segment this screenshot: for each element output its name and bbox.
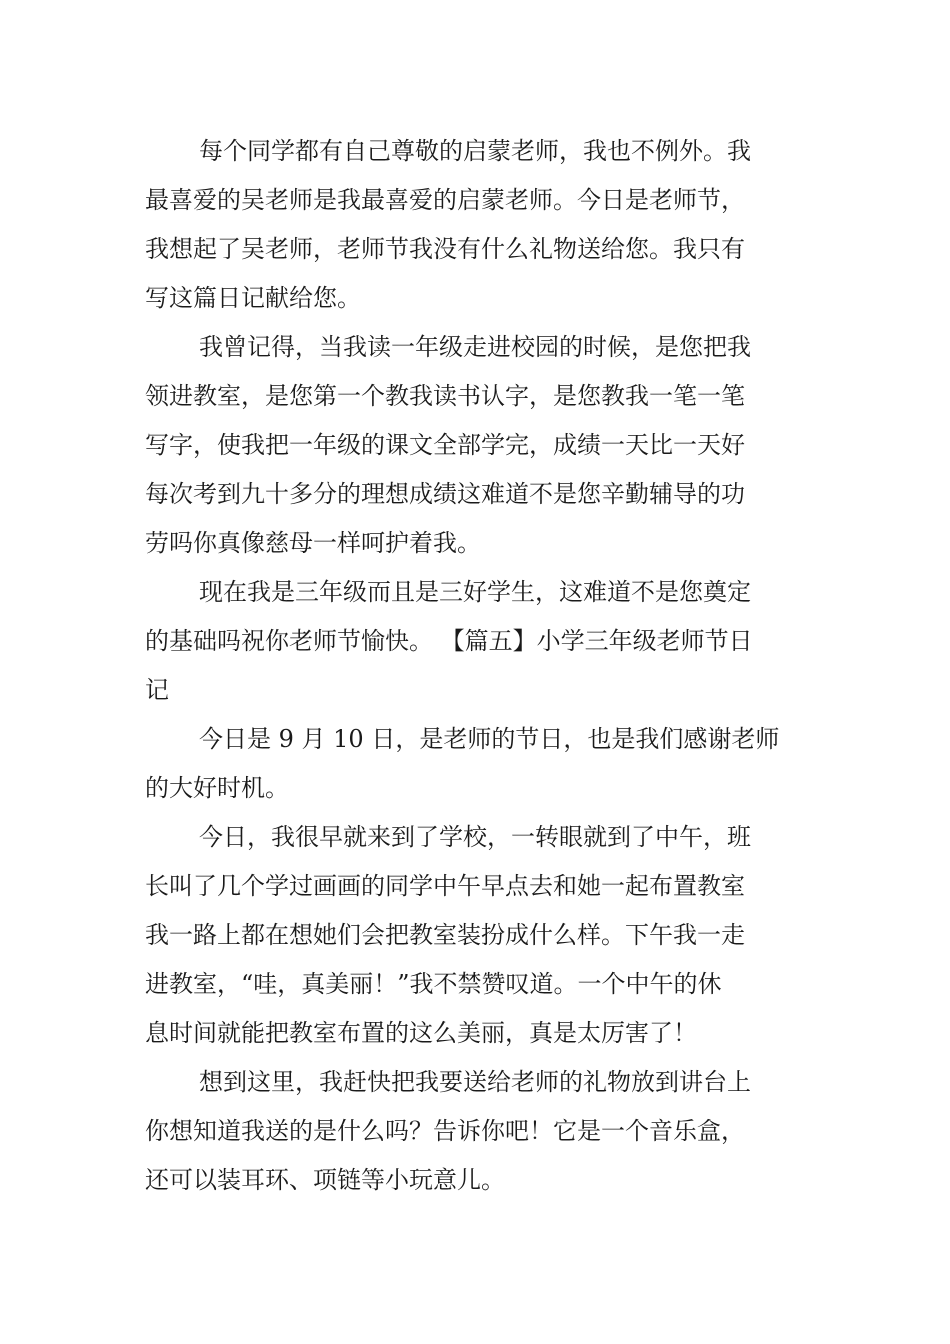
text-line: 长叫了几个学过画画的同学中午早点去和她一起布置教室 bbox=[145, 872, 745, 900]
text-line: 记 bbox=[145, 676, 169, 704]
text-line: 每次考到九十多分的理想成绩这难道不是您辛勤辅导的功 bbox=[145, 480, 745, 508]
text-line: 的大好时机。 bbox=[145, 774, 289, 802]
text-line: 我一路上都在想她们会把教室装扮成什么样。下午我一走 bbox=[145, 921, 745, 949]
text-line: 写这篇日记献给您。 bbox=[145, 284, 361, 312]
paragraph-1 bbox=[145, 127, 810, 323]
text-line: 最喜爱的吴老师是我最喜爱的启蒙老师。今日是老师节， bbox=[145, 186, 745, 214]
text-line: 我曾记得，当我读一年级走进校园的时候，是您把我 bbox=[199, 333, 751, 361]
text-line: 每个同学都有自己尊敬的启蒙老师，我也不例外。我 bbox=[199, 137, 751, 165]
paragraph-3 bbox=[145, 568, 810, 715]
text-line: 你想知道我送的是什么吗？告诉你吧！它是一个音乐盒， bbox=[145, 1117, 745, 1145]
text-line: 劳吗你真像慈母一样呵护着我。 bbox=[145, 529, 481, 557]
paragraph-6 bbox=[145, 1058, 810, 1205]
text-line: 现在我是三年级而且是三好学生，这难道不是您奠定 bbox=[199, 578, 751, 606]
paragraph-5 bbox=[145, 813, 810, 1058]
text-line: 的基础吗祝你老师节愉快。 【篇五】小学三年级老师节日 bbox=[145, 627, 753, 655]
text-line: 还可以装耳环、项链等小玩意儿。 bbox=[145, 1166, 505, 1194]
text-line: 今日是 9 月 10 日，是老师的节日，也是我们感谢老师 bbox=[199, 725, 780, 753]
text-line: 今日，我很早就来到了学校，一转眼就到了中午，班 bbox=[199, 823, 751, 851]
text-line: 进教室，“哇，真美丽！”我不禁赞叹道。一个中午的休 bbox=[145, 970, 722, 998]
text-line: 领进教室，是您第一个教我读书认字，是您教我一笔一笔 bbox=[145, 382, 745, 410]
document-body bbox=[145, 127, 810, 1205]
paragraph-2 bbox=[145, 323, 810, 568]
text-line: 息时间就能把教室布置的这么美丽，真是太厉害了！ bbox=[145, 1019, 697, 1047]
text-line: 写字，使我把一年级的课文全部学完，成绩一天比一天好 bbox=[145, 431, 745, 459]
text-line: 想到这里，我赶快把我要送给老师的礼物放到讲台上 bbox=[199, 1068, 751, 1096]
text-line: 我想起了吴老师，老师节我没有什么礼物送给您。我只有 bbox=[145, 235, 745, 263]
paragraph-4 bbox=[145, 715, 810, 813]
